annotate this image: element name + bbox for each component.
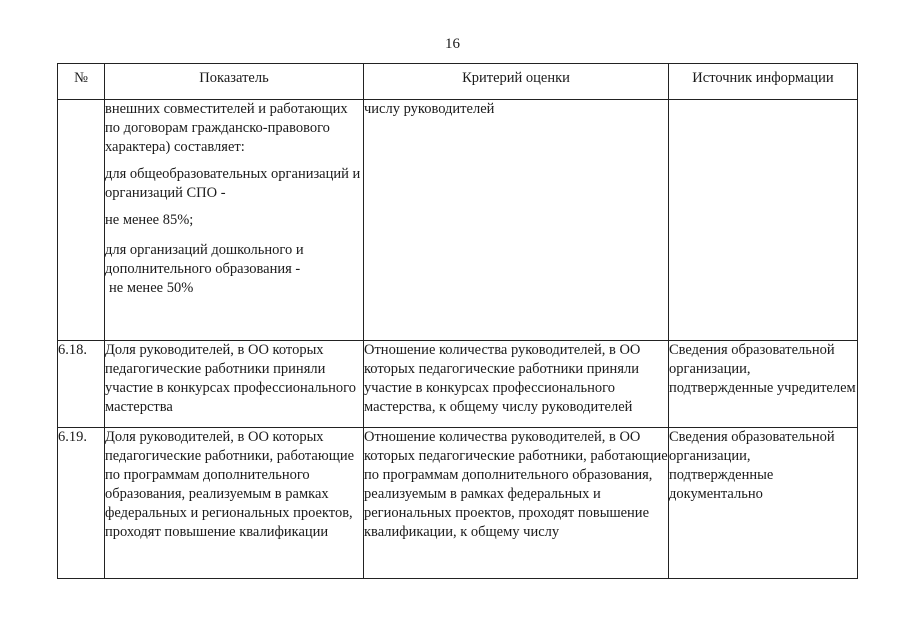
indicator-cell: Доля руководителей, в ОО которых педагогические работники приняли участие в конкурсах профессионального мастерства [105,341,364,428]
header-criterion: Критерий оценки [364,64,669,100]
row-number-cell: 6.19. [58,428,105,579]
source-cell [669,100,858,341]
indicator-cell: Доля руководителей, в ОО которых педагогические работники, работающие по программам дополнительного образования, реализуемым в рамках федеральных и региональных проектов, проходят повышение квалификации [105,428,364,579]
table-row [58,428,858,579]
table-header-row [58,64,858,100]
criterion-cell: Отношение количества руководителей, в ОО которых педагогические работники, работающие по программам дополнительного образования, реализуемым в рамках федеральных и региональных проектов, проходят повышение квалификации, к общему числу [364,428,669,579]
table-row-continuation [58,100,858,341]
row-number-cell: 6.18. [58,341,105,428]
header-number: № [58,64,105,100]
header-indicator: Показатель [105,64,364,100]
source-cell: Сведения образовательной организации, подтвержденные учредителем [669,341,858,428]
indicator-paragraph: для организаций дошкольного и дополнительного образования - [105,242,304,277]
criterion-cell: Отношение количества руководителей, в ОО которых педагогические работники приняли участие в конкурсах профессионального мастерства, к общему числу руководителей [364,341,669,428]
indicator-paragraph: не менее 85%; [105,212,194,228]
indicator-cell [105,100,364,341]
row-number-cell [58,100,105,341]
page-number: 16 [445,36,460,52]
criteria-table [57,63,858,579]
indicator-paragraph: для общеобразовательных организаций и организаций СПО - [105,166,361,201]
criterion-cell: числу руководителей [364,100,669,341]
table-row [58,341,858,428]
indicator-paragraph: внешних совместителей и работающих по договорам гражданско-правового характера) составляет: [105,101,348,155]
indicator-paragraph: не менее 50% [109,280,194,296]
header-source: Источник информации [669,64,858,100]
source-cell: Сведения образовательной организации, подтвержденные документально [669,428,858,579]
